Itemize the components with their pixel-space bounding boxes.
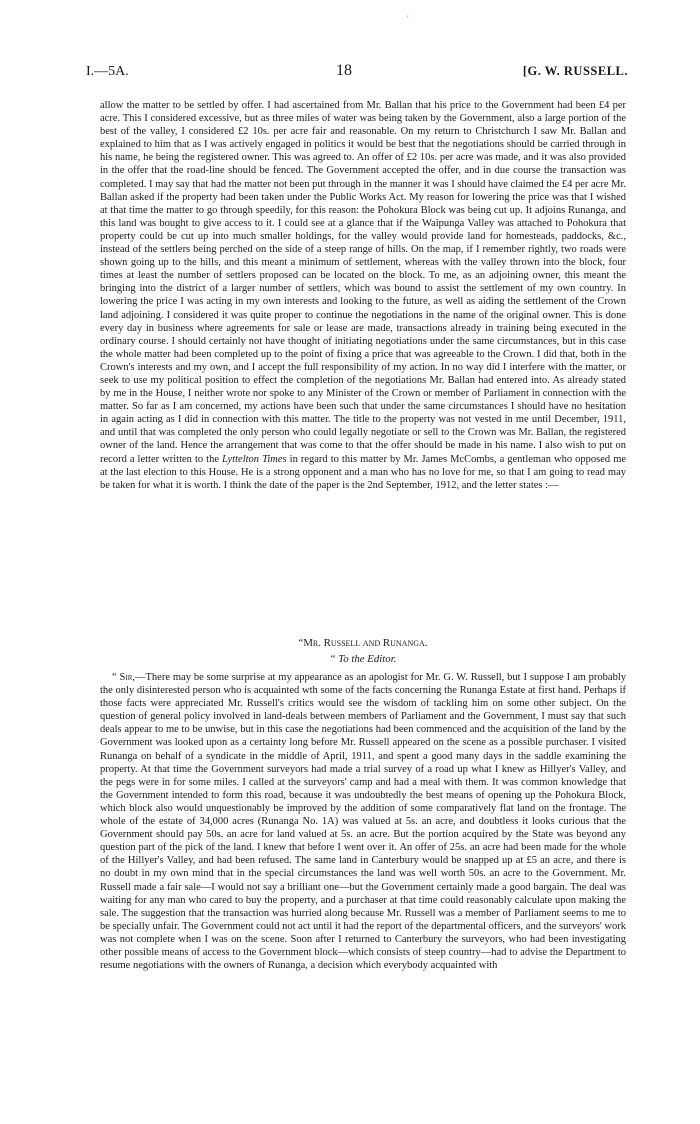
page-number: 18	[336, 62, 352, 79]
letter-heading: “Mr. Russell and Runanga.	[298, 637, 428, 649]
letter-salutation: “ Sir,	[112, 672, 136, 683]
testimony-paragraph	[100, 99, 626, 492]
letter-subheading: “ To the Editor.	[329, 653, 397, 665]
letter-heading-text: Mr. Russell and Runanga.	[303, 637, 428, 649]
letter-text: —There may be some surprise at my appearance as an apologist for Mr. G. W. Russell, but I suppose I am probably the only disinterested person who is acquainted wth some of the facts concerning the Runanga Estate at first hand. Perhaps if those facts were appreciated Mr. Russell's critics would see the wisdom of tackling him on some other subject. On the question of general policy involved in land-deals between members of Parliament and the Government, I must say that such deals appear to me to be unwise, but in this case the negotiations had been commenced and the acquisition of the land by the Government was looked upon as a certainty long before Mr. Russell appeared on the scene as a possible purchaser. I visited Runanga on behalf of a syndicate in the middle of April, 1911, and spent a good many days in the saddle examining the property. At that time the Government surveyors had made a trial survey of a road up what I knew as Hillyer's Valley, and the pegs were in for some miles. I called at the surveyors' camp and had a meal with them. It was common knowledge that the Government intended to form this road, because it was undoubtedly the best means of opening up the Pohokura Block, which block also would unquestionably be improved by the addition of some comparatively flat land on the frontage. The whole of the estate of 34,000 acres (Runanga No. 1A) was valued at 5s. an acre, and doubtless it looks curious that the Government should pay 50s. an acre for land valued at 5s. an acre. But the portion acquired by the State was beyond any question part of the pick of the land. I knew that before I went over it. An offer of 25s. an acre had been made for the whole of the Hillyer's Valley, and had been refused. The same land in Canterbury would be snapped up at £5 an acre, and there is no doubt in my own mind that in the special circumstances the land was well worth 50s. an acre to the Government. Mr. Russell made a fair sale—I would not say a brilliant one—but the Government certainly made a good bargain. The deal was waiting for any man who cared to buy the property, and a purchaser at that time could reasonably calculate upon making the sale. The suggestion that the transaction was hurried along because Mr. Russell was a member of Parliament seems to me to be specially unfair. The Government could not act until it had the report of the departmental officers, and the surveyors' work was not complete when I was on the scene. Soon after I returned to Canterbury the surveyors, who had been investigating other possible means of access to the Government block—which consists of steep country—had to advise the Department to resume negotiations with the owners of Runanga, a decision which everybody acquainted with	[100, 672, 627, 972]
witness-name: [G. W. RUSSELL.	[522, 64, 628, 78]
page-header	[86, 64, 628, 84]
document-reference: I.—5A.	[86, 64, 129, 79]
margin-mark: '	[407, 14, 409, 24]
paragraph-text: allow the matter to be settled by offer. I had ascertained from Mr. Ballan that his price to the Government had been £4 per acre. This I considered excessive, but as three miles of water was being taken by the Government, also a large portion of the best of the valley, I considered £2 10s. per acre fair and reasonable. On my return to Christchurch I saw Mr. Ballan and explained to him that as I was actively engaged in politics it would be best that the negotiations should be carried through in his name, he being the registered owner. This was agreed to. An offer of £2 10s. per acre was made, and it was also provided in the offer that the road-line should be fenced. The Government accepted the offer, and in due course the transaction was completed. I may say that had the matter not been put through in the manner it was I should have claimed the £4 per acre Mr. Ballan asked if the property had been taken under the Public Works Act. My reason for lowering the price was that I wished at that time the matter to go through speedily, for this reason: the Pohokura Block was being cut up. It adjoins Runanga, and this land was bought to give access to it. I could see at a glance that if the Waipunga Valley was attached to Pohokura that property could be cut up into much smaller holdings, for the valley would provide land for homesteads, paddocks, &c., instead of the settlers being perched on the side of a steep range of hills. On the map, if I remember rightly, two roads were shown going up to the hills, and this meant a minimum of settlement, whereas with the valley thrown into the block, four times at least the number of settlers proposed can be located on the block. To me, as an adjoining owner, this meant the bringing into the district of a larger number of settlers, which was bound to assist the settlement of my own country. In lowering the price I was acting in my own interests and looking to the future, as well as aiding the settlement of the Crown land adjoining. I considered it was quite proper to continue the negotiations in the name of the original owner. This is done every day in business where agreements for sale or lease are made, transactions already in training being executed in the ordinary course. I should certainly not have thought of initiating negotiations under the same circumstances, but in this case the whole matter had been completed up to the point of fixing a price that was agreeable to the Crown. I did that, both in the Crown's interests and my own, and I accept the full responsibility of my action. In no way did I interfere with the matter, or seek to use my political position to effect the completion of the negotiations Mr. Ballan had entered into. As already stated by me in the House, I neither wrote nor spoke to any Minister of the Crown or member of Parliament in connection with the matter. So far as I am concerned, my actions have been such that under the same circumstances I should have no hesitation in again acting as I did in connection with this matter. The title to the property was not vested in me until December, 1911, and until that was completed the only person who could legally negotiate or sell to the Crown was Mr. Ballan, the registered owner of the land. Hence the arrangement that was come to that the offer should be made in his name. I also wish to put on record a letter written to the	[100, 100, 626, 465]
paragraph-text-end: in regard to this matter by Mr. James McCombs, a gentleman who opposed me at the last election to this House. He is a strong opponent and a man who has no love for me, so that I am going to read may be taken for what it is worth. I think the date of the paper is the 2nd September, 1912, and the letter states :—	[100, 453, 627, 491]
letter-body	[100, 671, 626, 972]
newspaper-title: Lyttelton Times	[222, 453, 287, 465]
